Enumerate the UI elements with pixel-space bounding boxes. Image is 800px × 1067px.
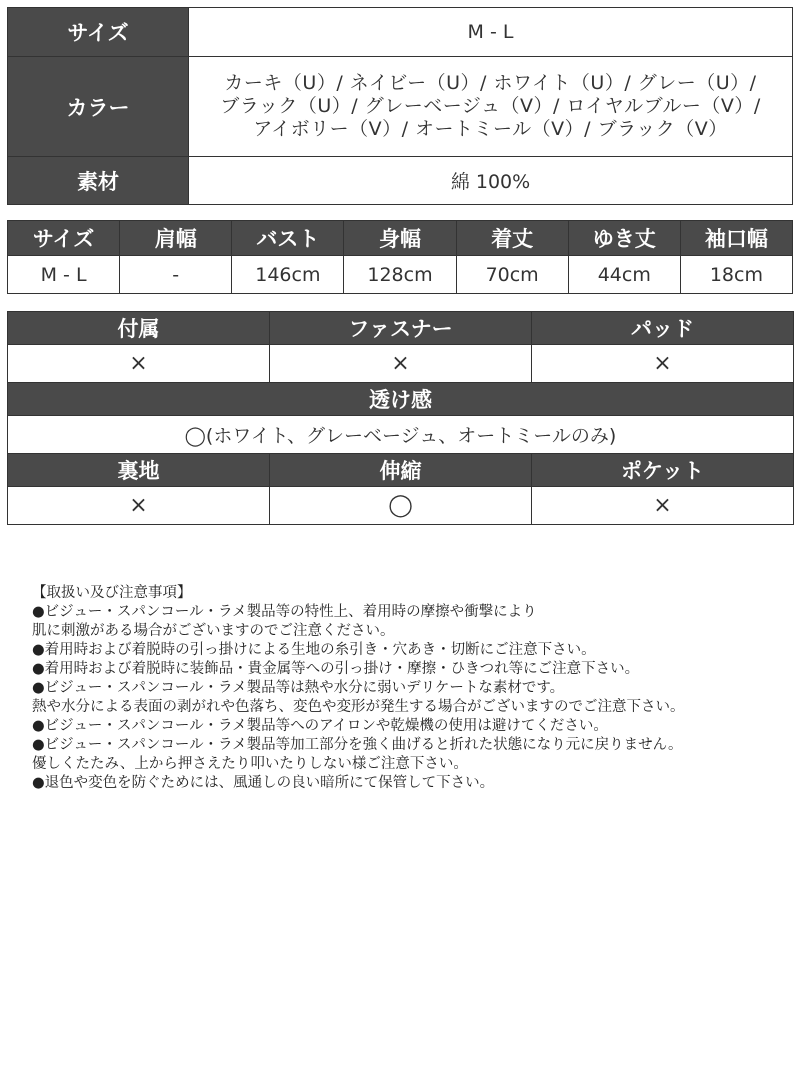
color-line: アイボリー（V）/ オートミール（V）/ ブラック（V） <box>253 118 728 140</box>
sleeve-col-header: ゆき丈 <box>568 221 680 256</box>
lining-header: 裏地 <box>8 454 270 487</box>
size-value: M - L <box>189 8 793 57</box>
spec-table <box>7 7 793 205</box>
accessory-value: × <box>8 345 270 383</box>
color-line: カーキ（U）/ ネイビー（U）/ ホワイト（U）/ グレー（U）/ <box>224 72 757 94</box>
shoulder-col-value: - <box>120 256 232 294</box>
bust-col-value: 146cm <box>232 256 344 294</box>
color-value <box>189 57 793 157</box>
note-line: 肌に刺激がある場合がございますのでご注意ください。 <box>32 623 395 639</box>
body-width-col-value: 128cm <box>344 256 456 294</box>
see-through-header: 透け感 <box>8 383 794 416</box>
size-col-value: M - L <box>8 256 120 294</box>
body-width-col-header: 身幅 <box>344 221 456 256</box>
size-col-header: サイズ <box>8 221 120 256</box>
note-line: 熱や水分による表面の剥がれや色落ち、変色や変形が発生する場合がございますのでご注意下さい。 <box>32 699 685 715</box>
see-through-header-row <box>8 383 794 416</box>
spec-row-material <box>8 157 793 205</box>
note-line: ●退色や変色を防ぐためには、風通しの良い暗所にて保管して下さい。 <box>32 775 495 791</box>
stretch-value: ◯ <box>270 487 532 525</box>
cuff-col-header: 袖口幅 <box>680 221 792 256</box>
note-line: ●着用時および着脱時の引っ掛けによる生地の糸引き・穴あき・切断にご注意下さい。 <box>32 642 596 658</box>
size-label: サイズ <box>8 8 189 57</box>
feature-header-row-2 <box>8 454 794 487</box>
color-line: ブラック（U）/ グレーベージュ（V）/ ロイヤルブルー（V）/ <box>220 95 761 117</box>
notes-title: 【取扱い及び注意事項】 <box>32 585 192 601</box>
lining-value: × <box>8 487 270 525</box>
note-line: ●着用時および着脱時に装飾品・貴金属等への引っ掛け・摩擦・ひきつれ等にご注意下さい。 <box>32 661 640 677</box>
feature-value-row-1 <box>8 345 794 383</box>
pocket-header: ポケット <box>532 454 794 487</box>
feature-table <box>7 311 794 525</box>
pocket-value: × <box>532 487 794 525</box>
spec-row-color <box>8 57 793 157</box>
shoulder-col-header: 肩幅 <box>120 221 232 256</box>
bust-col-header: バスト <box>232 221 344 256</box>
zipper-value: × <box>270 345 532 383</box>
size-value-row <box>8 256 793 294</box>
stretch-header: 伸縮 <box>270 454 532 487</box>
accessory-header: 付属 <box>8 312 270 345</box>
pad-header: パッド <box>532 312 794 345</box>
cuff-col-value: 18cm <box>680 256 792 294</box>
feature-header-row-1 <box>8 312 794 345</box>
note-line: 優しくたたみ、上から押さえたり叩いたりしない様ご注意下さい。 <box>32 756 468 772</box>
note-line: ●ビジュー・スパンコール・ラメ製品等加工部分を強く曲げると折れた状態になり元に戻りません。 <box>32 737 683 753</box>
length-col-value: 70cm <box>456 256 568 294</box>
pad-value: × <box>532 345 794 383</box>
spec-row-size <box>8 8 793 57</box>
feature-value-row-2 <box>8 487 794 525</box>
size-header-row <box>8 221 793 256</box>
size-table <box>7 220 793 294</box>
material-label: 素材 <box>8 157 189 205</box>
zipper-header: ファスナー <box>270 312 532 345</box>
care-notes <box>32 584 792 793</box>
note-line: ●ビジュー・スパンコール・ラメ製品等は熱や水分に弱いデリケートな素材です。 <box>32 680 565 696</box>
see-through-value: ◯(ホワイト、グレーベージュ、オートミールのみ) <box>8 416 794 454</box>
see-through-value-row <box>8 416 794 454</box>
color-label: カラー <box>8 57 189 157</box>
material-value: 綿 100% <box>189 157 793 205</box>
length-col-header: 着丈 <box>456 221 568 256</box>
note-line: ●ビジュー・スパンコール・ラメ製品等の特性上、着用時の摩擦や衝撃により <box>32 604 537 620</box>
note-line: ●ビジュー・スパンコール・ラメ製品等へのアイロンや乾燥機の使用は避けてください。 <box>32 718 608 734</box>
sleeve-col-value: 44cm <box>568 256 680 294</box>
